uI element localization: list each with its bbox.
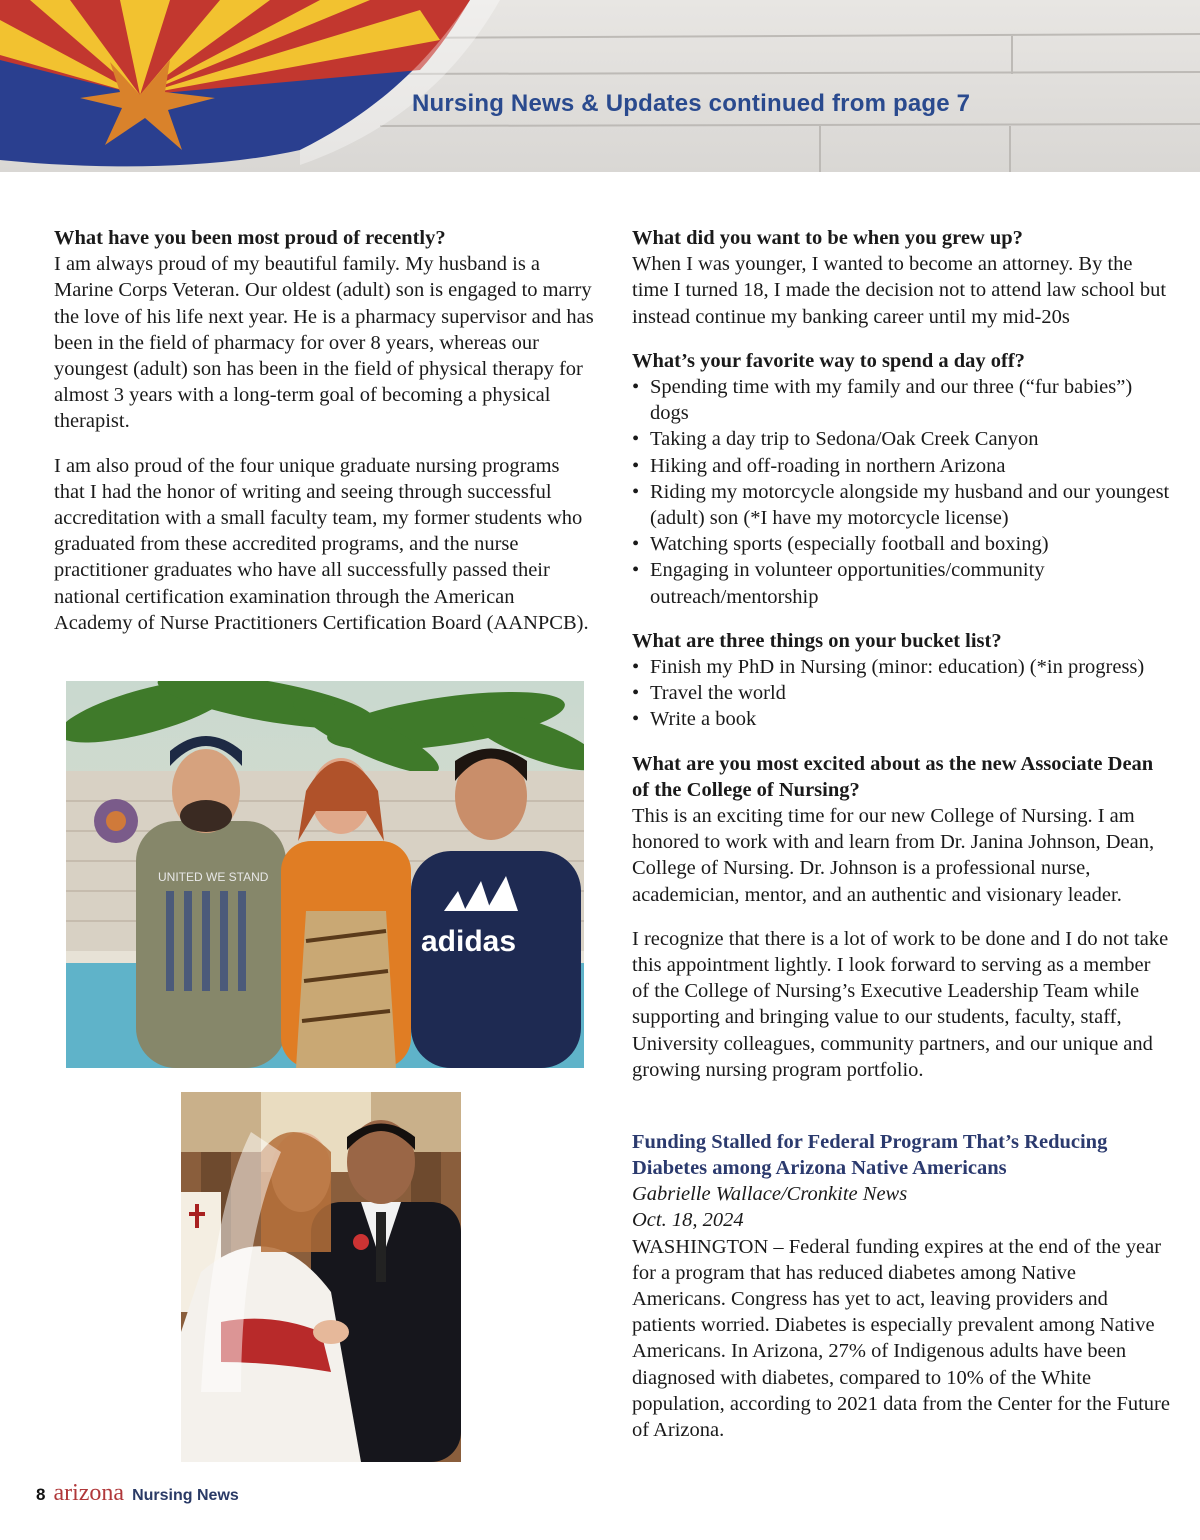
list-item: • Taking a day trip to Sedona/Oak Creek Canyon — [632, 426, 1172, 452]
question-bucket-list: What are three things on your bucket list? — [632, 629, 1002, 652]
family-photo — [66, 681, 584, 1068]
page-footer — [36, 1480, 239, 1507]
question-proud: What have you been most proud of recently? — [54, 227, 446, 249]
header-banner — [0, 0, 1200, 172]
shirt-text: UNITED WE STAND — [158, 870, 269, 884]
list-item: • Travel the world — [632, 680, 1172, 706]
section-title: Nursing News & Updates continued from page 7 — [412, 90, 971, 117]
article-body: WASHINGTON – Federal funding expires at the end of the year for a program that has reduced diabetes among Native Americans. Congress has yet to act, leaving providers and patients worried. Diabetes is especially prevalent among Native Americans. In Arizona, 27% of Indigenous adults have been diagnosed with diabetes, compared to 10% of the White population, according to 2021 data from the Center for the Future of Arizona. — [632, 1235, 1170, 1441]
list-item: • Riding my motorcycle alongside my husband and our youngest (adult) son (*I have my motorcycle license) — [632, 479, 1172, 531]
brand-logo-text: arizona — [53, 1480, 125, 1506]
answer-associate-dean-paragraph-2: I recognize that there is a lot of work to be done and I do not take this appointment lightly. I look forward to serving as a member of the College of Nursing’s Executive Leadership Team while supporting and bringing value to our students, faculty, staff, University colleagues, community partners, and our unique and growing nursing program portfolio. — [632, 927, 1169, 1081]
article-date: Oct. 18, 2024 — [632, 1209, 744, 1232]
list-item: • Spending time with my family and our three (“fur babies”) dogs — [632, 374, 1172, 426]
answer-associate-dean-paragraph-1: This is an exciting time for our new College of Nursing. I am honored to work with and learn from Dr. Janina Johnson, Dean, College of Nursing. Dr. Johnson is a professional nurse, academician, mentor, and an authentic and visionary leader. — [632, 805, 1155, 906]
list-item: • Watching sports (especially football and boxing) — [632, 531, 1172, 557]
question-day-off: What’s your favorite way to spend a day off? — [632, 349, 1025, 372]
bucket-list — [632, 654, 1172, 733]
list-item: • Hiking and off-roading in northern Arizona — [632, 453, 1172, 479]
wedding-photo — [181, 1092, 461, 1462]
day-off-list — [632, 374, 1172, 610]
answer-proud-paragraph-2: I am also proud of the four unique graduate nursing programs that I had the honor of writing and seeing through successful accreditation with a small faculty team, my former students who graduated from these accredited programs, and the nurse practitioner graduates who have all successfully passed their national certification examination through the American Academy of Nurse Practitioners Certification Board (AANPCB). — [54, 454, 589, 634]
publication-name: Nursing News — [132, 1487, 239, 1504]
answer-grew-up: When I was younger, I wanted to become an attorney. By the time I turned 18, I made the decision not to attend law school but instead continue my banking career until my mid-20s — [632, 253, 1167, 328]
page-number: 8 — [36, 1485, 46, 1504]
list-item: • Engaging in volunteer opportunities/community outreach/mentorship — [632, 557, 1172, 609]
answer-proud-paragraph-1: I am always proud of my beautiful family. My husband is a Marine Corps Veteran. Our oldest (adult) son is engaged to marry the love of his life next year. He is a pharmacy supervisor and has been in the field of pharmacy for over 8 years, whereas our youngest (adult) son has been in the field of physical therapy for almost 3 years with a long-term goal of becoming a physical therapist. — [54, 253, 594, 433]
list-item: • Finish my PhD in Nursing (minor: education) (*in progress) — [632, 654, 1172, 680]
shirt-logo-text: adidas — [421, 925, 517, 958]
arizona-flag-banner-graphic — [0, 0, 1200, 172]
list-item: • Write a book — [632, 706, 1172, 732]
article-title: Funding Stalled for Federal Program That’s Reducing Diabetes among Arizona Native Americans — [632, 1131, 1108, 1180]
left-column — [54, 225, 594, 636]
question-grew-up: What did you want to be when you grew up? — [632, 227, 1023, 249]
right-column — [632, 225, 1172, 1443]
question-associate-dean: What are you most excited about as the new Associate Dean of the College of Nursing? — [632, 752, 1154, 801]
article-author: Gabrielle Wallace/Cronkite News — [632, 1183, 908, 1206]
